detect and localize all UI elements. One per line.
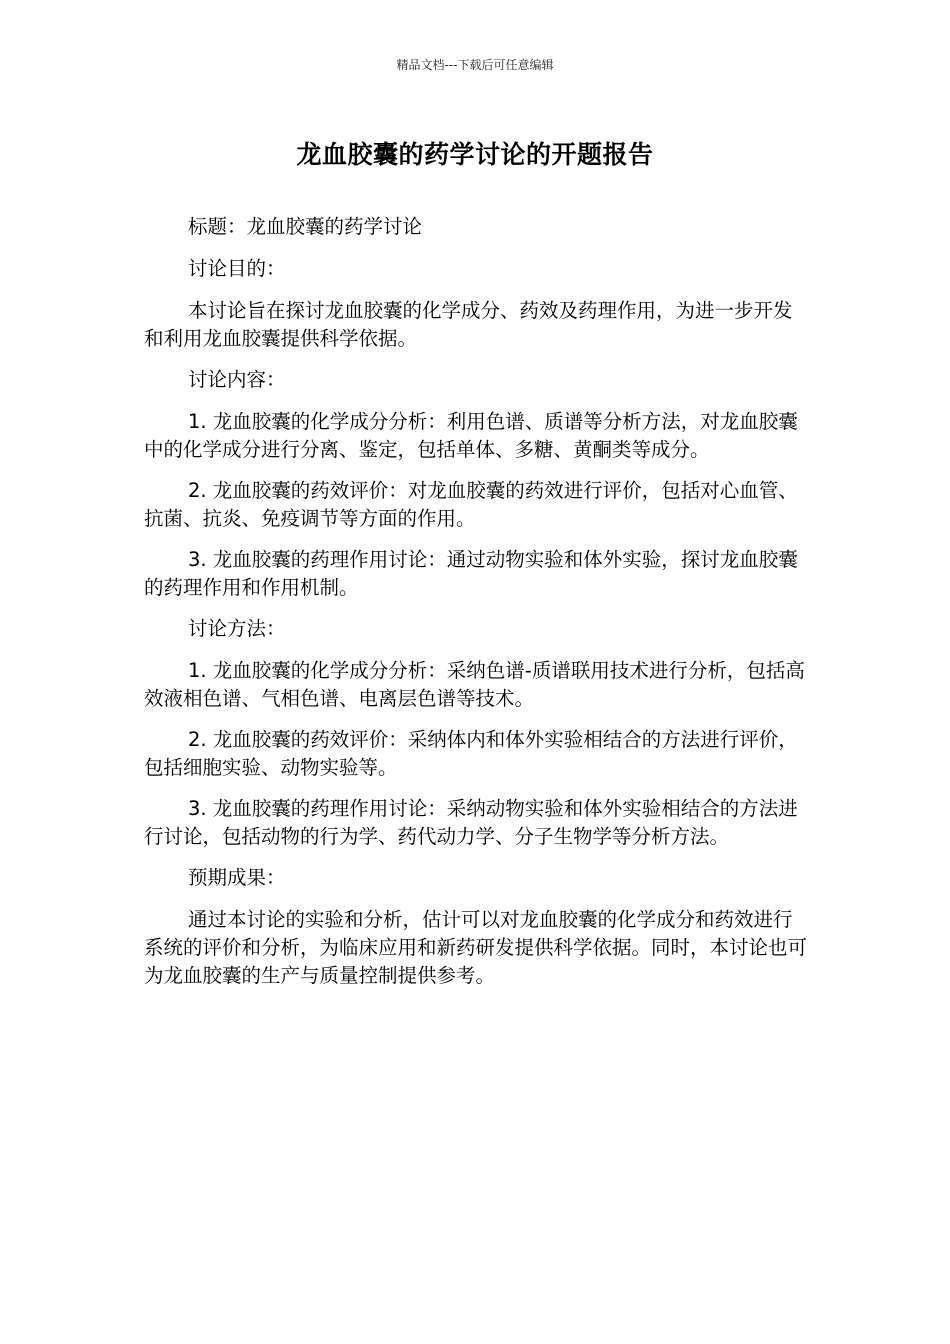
content-item-3: 3. 龙血胶囊的药理作用讨论：通过动物实验和体外实验，探讨龙血胶囊的药理作用和作用机制。: [144, 548, 798, 599]
document-title: 龙血胶囊的药学讨论的开题报告: [296, 140, 654, 169]
subject-line: 标题：龙血胶囊的药学讨论: [188, 215, 423, 238]
section-heading-method: 讨论方法：: [188, 617, 286, 640]
purpose-paragraph: 本讨论旨在探讨龙血胶囊的化学成分、药效及药理作用，为进一步开发和利用龙血胶囊提供科学依据。: [144, 299, 793, 350]
outcome-paragraph: 通过本讨论的实验和分析，估计可以对龙血胶囊的化学成分和药效进行系统的评价和分析，为临床应用和新药研发提供科学依据。同时，本讨论也可为龙血胶囊的生产与质量控制提供参考。: [144, 908, 808, 987]
method-item-3: 3. 龙血胶囊的药理作用讨论：采纳动物实验和体外实验相结合的方法进行讨论，包括动物的行为学、药代动力学、分子生物学等分析方法。: [144, 797, 798, 848]
page-header: 精品文档---下载后可任意编辑: [396, 58, 554, 72]
content-item-1: 1. 龙血胶囊的化学成分分析：利用色谱、质谱等分析方法，对龙血胶囊中的化学成分进行分离、鉴定，包括单体、多糖、黄酮类等成分。: [144, 410, 798, 461]
section-heading-outcome: 预期成果：: [188, 866, 286, 889]
section-heading-content: 讨论内容：: [188, 368, 286, 391]
method-item-1: 1. 龙血胶囊的化学成分分析：采纳色谱-质谱联用技术进行分析，包括高效液相色谱、气相色谱、电离层色谱等技术。: [144, 659, 805, 710]
method-item-2: 2. 龙血胶囊的药效评价：采纳体内和体外实验相结合的方法进行评价，包括细胞实验、动物实验等。: [144, 728, 798, 779]
content-item-2: 2. 龙血胶囊的药效评价：对龙血胶囊的药效进行评价，包括对心血管、抗菌、抗炎、免疫调节等方面的作用。: [144, 479, 798, 530]
section-heading-purpose: 讨论目的：: [188, 257, 286, 280]
